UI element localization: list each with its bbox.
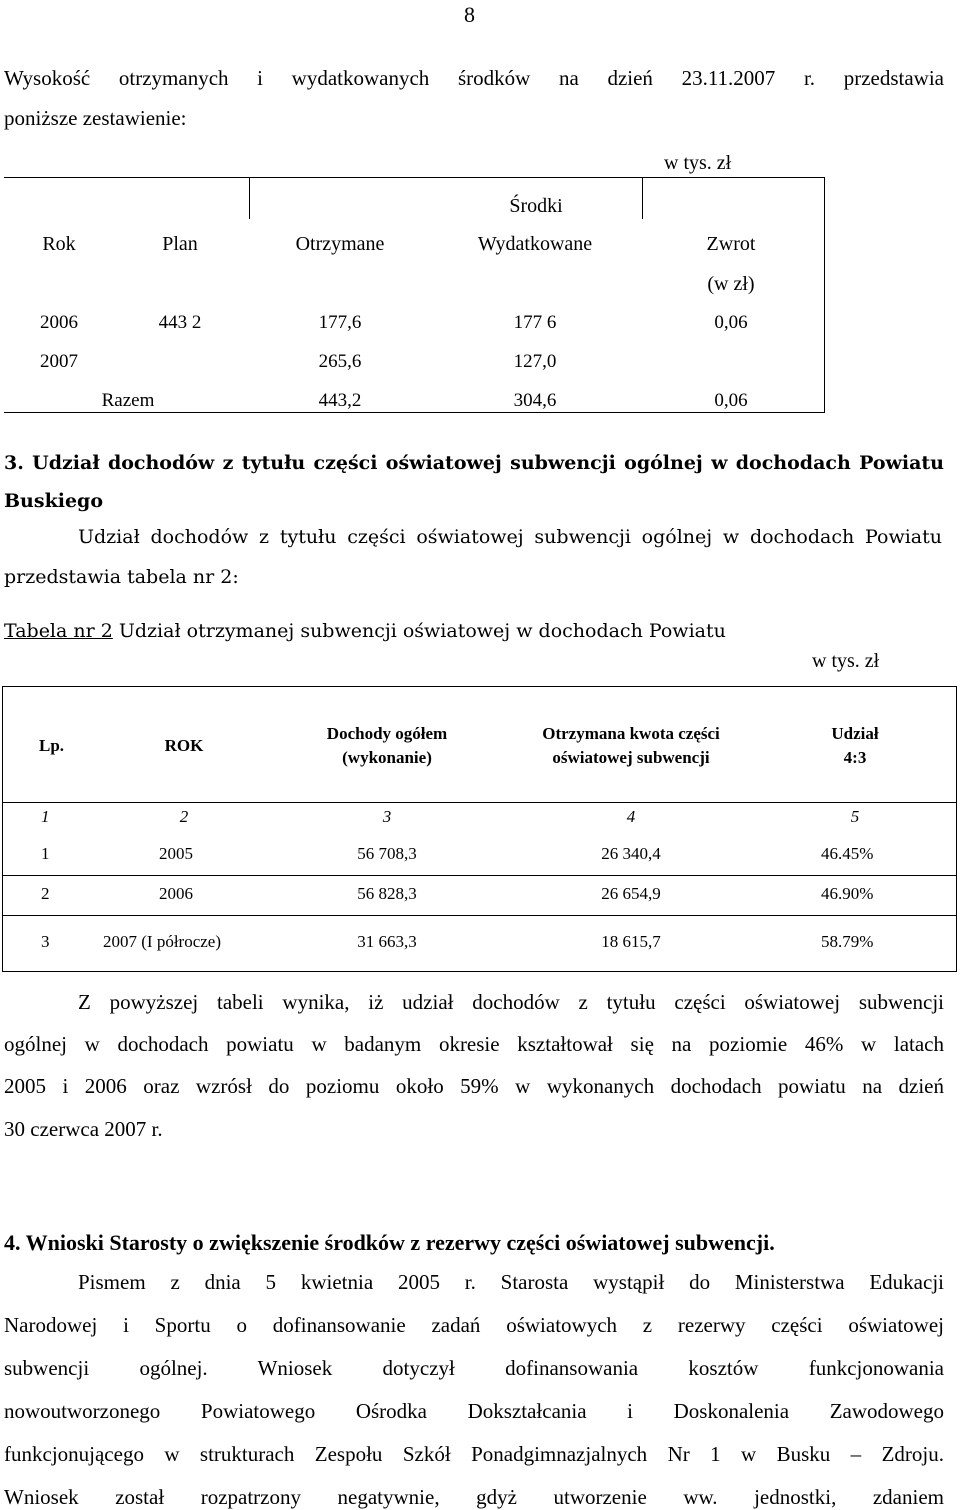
share-colnum: 3 [382, 807, 392, 826]
section3-heading: 3. Udział dochodów z tytułu części oświatowej subwencji ogólnej w dochodach Powiatu [4, 452, 944, 474]
funds-cell: 177,6 [318, 312, 362, 333]
share-colnum: 4 [626, 807, 636, 826]
conclusion-line-3: 2005 i 2006 oraz wzrósł do poziomu około 59% w wykonanych dochodach powiatu na dzień [4, 1074, 944, 1098]
share-header-udzial [831, 722, 878, 770]
table2-caption-title: Udział otrzymanej subwencji oświatowej w dochodach Powiatu [112, 620, 726, 642]
funds-cell: 0,06 [714, 312, 748, 333]
share-cell: 31 663,3 [357, 932, 417, 951]
share-colnum: 2 [179, 807, 189, 826]
share-cell-lp: 3 [41, 932, 50, 951]
page-number: 8 [464, 2, 475, 27]
funds-header-otrzymane: Otrzymane [295, 233, 385, 255]
share-header-dochody-line2: (wykonanie) [342, 748, 432, 767]
funds-table [4, 177, 825, 413]
funds-cell: 265,6 [318, 351, 362, 372]
section3-paragraph-cont: przedstawia tabela nr 2: [4, 566, 239, 588]
intro-line-2: poniższe zestawienie: [4, 106, 187, 130]
share-header-kwota-line2: oświatowej subwencji [552, 748, 710, 767]
table2-unit: w tys. zł [812, 650, 880, 672]
section4-line-4: nowoutworzonego Powiatowego Ośrodka Dokształcania i Doskonalenia Zawodowego [4, 1399, 944, 1423]
conclusion-line-1: Z powyższej tabeli wynika, iż udział dochodów z tytułu części oświatowej subwencji [78, 990, 944, 1014]
share-colnum: 1 [41, 807, 50, 826]
share-header-dochody-line1: Dochody ogółem [326, 724, 448, 743]
share-cell: 46.90% [821, 884, 874, 903]
share-cell: 56 708,3 [357, 844, 417, 863]
section3-paragraph: Udział dochodów z tytułu części oświatowej subwencji ogólnej w dochodach Powiatu [78, 526, 942, 548]
share-table-rule [3, 875, 956, 876]
funds-total-cell: 443,2 [318, 390, 362, 411]
share-cell-rok: 2007 (I półrocze) [103, 932, 222, 951]
funds-group-header: Środki [509, 195, 563, 217]
funds-total-cell: 0,06 [714, 390, 748, 411]
funds-header-zwrot: Zwrot [706, 233, 756, 255]
share-header-kwota-line1: Otrzymana kwota części [542, 724, 720, 743]
share-header-udzial-line1: Udział [831, 724, 879, 743]
conclusion-line-2: ogólnej w dochodach powiatu w badanym okresie kształtował się na poziomie 46% w latach [4, 1032, 944, 1056]
funds-cell: 443 2 [158, 312, 202, 333]
funds-header-wydatkowane: Wydatkowane [477, 233, 593, 255]
share-header-dochody [327, 722, 447, 770]
funds-header-zwrot-unit: (w zł) [707, 273, 755, 295]
share-header-udzial-line2: 4:3 [843, 748, 867, 767]
share-cell: 46.45% [821, 844, 874, 863]
funds-cell: 2007 [40, 351, 78, 372]
share-cell: 26 654,9 [601, 884, 661, 903]
section3-heading-cont: Buskiego [4, 490, 103, 512]
share-table [2, 686, 957, 972]
share-cell-rok: 2006 [159, 884, 193, 903]
funds-header-plan: Plan [162, 233, 198, 255]
intro-line-1: Wysokość otrzymanych i wydatkowanych środków na dzień 23.11.2007 r. przedstawia [4, 66, 944, 90]
funds-cell: 2006 [40, 312, 78, 333]
share-cell: 56 828,3 [357, 884, 417, 903]
share-cell-lp: 1 [41, 844, 50, 863]
share-table-rule [3, 802, 956, 803]
section4-heading: 4. Wnioski Starosty o zwiększenie środków z rezerwy części oświatowej subwencji. [4, 1230, 775, 1255]
share-colnum: 5 [850, 807, 860, 826]
funds-total-label: Razem [101, 390, 155, 411]
section4-line-1: Pismem z dnia 5 kwietnia 2005 r. Starosta wystąpił do Ministerstwa Edukacji [78, 1270, 944, 1294]
share-cell: 26 340,4 [601, 844, 661, 863]
section4-line-6: Wniosek został rozpatrzony negatywnie, gdyż utworzenie ww. jednostki, zdaniem [4, 1485, 944, 1509]
share-cell-lp: 2 [41, 884, 50, 903]
funds-table-divider [642, 178, 643, 219]
table2-caption [4, 620, 726, 642]
share-cell: 58.79% [821, 932, 874, 951]
share-table-rule [3, 915, 956, 916]
funds-cell: 127,0 [513, 351, 557, 372]
funds-header-rok: Rok [42, 233, 76, 255]
funds-table-divider [249, 178, 250, 219]
funds-cell: 177 6 [513, 312, 557, 333]
share-cell-rok: 2005 [159, 844, 193, 863]
table2-caption-number: Tabela nr 2 [4, 620, 113, 642]
share-cell: 18 615,7 [601, 932, 661, 951]
table1-unit: w tys. zł [664, 152, 732, 174]
share-header-rok: ROK [164, 736, 204, 755]
conclusion-line-4: 30 czerwca 2007 r. [4, 1117, 163, 1141]
section4-line-5: funkcjonującego w strukturach Zespołu Szkół Ponadgimnazjalnych Nr 1 w Busku – Zdroju. [4, 1442, 944, 1466]
section4-line-2: Narodowej i Sportu o dofinansowanie zadań oświatowych z rezerwy części oświatowej [4, 1313, 944, 1337]
funds-total-cell: 304,6 [513, 390, 557, 411]
share-header-kwota [542, 722, 720, 770]
section4-line-3: subwencji ogólnej. Wniosek dotyczył dofinansowania kosztów funkcjonowania [4, 1356, 944, 1380]
share-header-lp: Lp. [39, 736, 65, 755]
